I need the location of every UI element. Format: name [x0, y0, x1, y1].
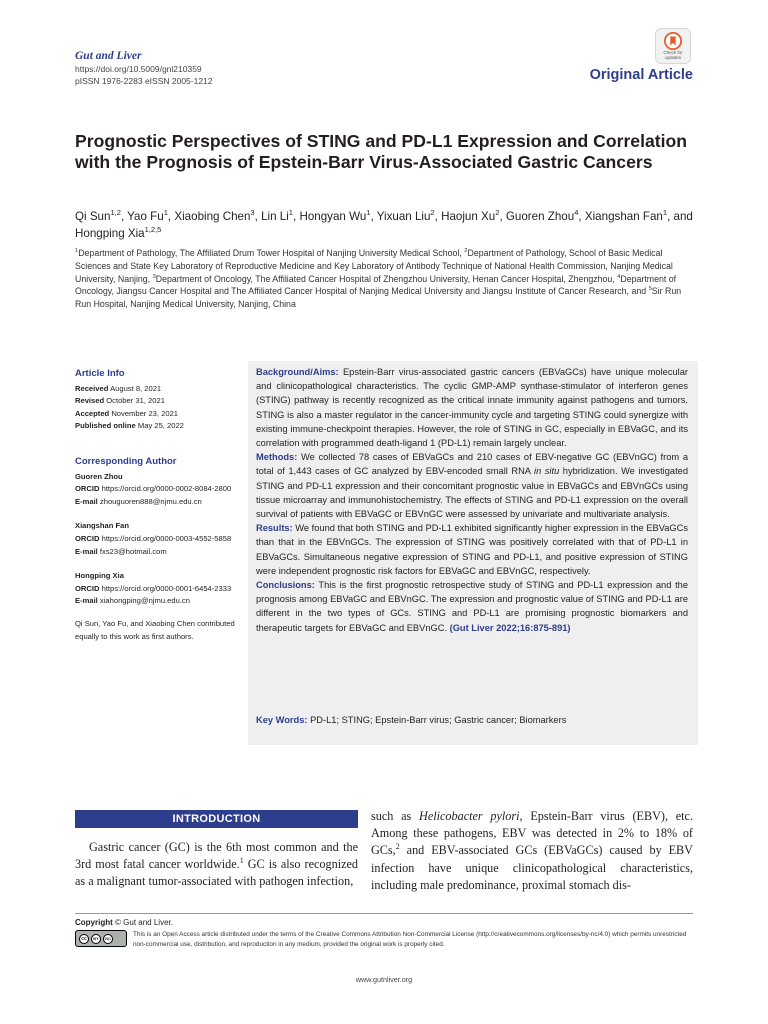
methods-text-2: hybridization. We investigated STING and PD-L1 expression and their concomitant prognostic value in EBVaGCs and EBVnGCs using tissue microarray and immunohistochemistry. The effects of STING and PD-L1 expression on the overall survival of patients with EBVaGC or EBVnGC were assessed by univariate and multivariate analysis.	[256, 466, 688, 520]
copyright	[75, 918, 173, 927]
journal-name[interactable]: Gut and Liver	[75, 50, 142, 62]
intro-paragraph-2	[371, 808, 693, 894]
affiliation-sup: 4	[617, 273, 621, 280]
ref-2[interactable]: 2	[395, 842, 400, 852]
copyright-symbol: ©	[115, 918, 121, 927]
corresponding-author-block	[75, 570, 247, 608]
author-affil-sup: 1	[366, 208, 371, 218]
email-link[interactable]: xiahongping@njmu.edu.cn	[99, 596, 190, 606]
citation: (Gut Liver 2022;16:875-891)	[449, 622, 571, 633]
cc-icon: cc	[79, 934, 89, 944]
author-name: Qi Sun	[75, 210, 111, 223]
corresponding-author	[75, 456, 247, 643]
bookmark-icon	[664, 32, 682, 50]
affiliation-sup: 5	[648, 286, 652, 293]
introduction-heading: INTRODUCTION	[75, 810, 358, 828]
author-name: Yixuan Liu	[376, 210, 431, 223]
abstract-background	[256, 365, 688, 450]
corresponding-author-name: Hongping Xia	[75, 571, 124, 581]
conclusions-text: This is the first prognostic retrospective study of STING and PD-L1 expression and the prognosis among EBVaGC and EBVnGC. The expression and prognostic value of STING and PD-L1 are different in the two types of GCs. STING and PD-L1 are promising prognostic biomarkers and therapeutic targets for EBVaGC and EBVnGC.	[256, 580, 688, 633]
affiliation-sup: 2	[464, 248, 468, 255]
email-link-label: E-mail	[75, 546, 98, 556]
conclusions-label: Conclusions:	[256, 580, 315, 591]
intro-text-2c: and EBV-associated GCs (EBVaGCs) caused by EBV infection have unique clinicopathological characteristics, including male predominance, proximal stomach dis-	[371, 843, 693, 892]
email-link-row	[75, 496, 247, 509]
article-info-value: October 31, 2021	[106, 396, 165, 406]
methods-label: Methods:	[256, 452, 298, 463]
methods-italic: in situ	[534, 466, 560, 477]
intro-text-2b: , Epstein-Barr virus (EBV), etc. Among these pathogens, EBV was detected in 2% to 18% of GCs,	[371, 809, 694, 858]
intro-text-1a: Gastric cancer (GC) is the 6th most common and the 3rd most fatal cancer worldwide.	[75, 840, 358, 872]
ref-1[interactable]: 1	[239, 856, 244, 866]
author-name: Hongyan Wu	[299, 210, 367, 223]
author-affil-sup: 2	[495, 208, 500, 218]
author-affil-sup: 4	[574, 208, 579, 218]
article-info-value: May 25, 2022	[137, 421, 184, 431]
author-list: Qi Sun$^{1,2}$, Yao Fu$^1$, Xiaobing Chen$^3$, Lin Li$^1$, Hongyan Wu$^1$, Yixuan Liu$^2$, Haojun Xu$^2$, Guoren Zhou$^4$, Xiangshan Fan$^1$, and Hongping Xia$^{1,2,5}$	[75, 208, 693, 240]
keywords	[256, 713, 688, 727]
check-for-updates-badge[interactable]	[655, 28, 691, 64]
equal-contribution-note: Qi Sun, Yao Fu, and Xiaobing Chen contributed equally to this work as first authors.	[75, 618, 235, 641]
article-info-label: Revised	[75, 396, 105, 406]
corresponding-author-name: Xiangshan Fan	[75, 521, 130, 531]
affiliation-text: Department of Pathology, School of Basic Medical Sciences and State Key Laboratory of Reproductive Medicine and Key Laboratory of Antibody Technique of National Health Commission, Nanjing Medical University, Nanjing,	[75, 248, 673, 284]
article-info-heading: Article Info	[75, 368, 125, 379]
intro-text-1b: GC is also recognized as a malignant tumor-associated with pathogen infection,	[75, 857, 358, 889]
email-link[interactable]: zhouguoren888@njmu.edu.cn	[99, 496, 202, 506]
article-title: Prognostic Perspectives of STING and PD-L1 Expression and Correlation with the Prognosis of Epstein-Barr Virus-Associated Gastric Cancers	[75, 131, 688, 172]
article-info-label: Published online	[75, 421, 136, 431]
email-link-label: E-mail	[75, 596, 98, 606]
author-affil-sup: 1	[288, 208, 293, 218]
author-affil-sup: 2	[430, 208, 435, 218]
orcid-link[interactable]: https://orcid.org/0000-0001-6454-2333	[101, 583, 232, 593]
article-info-label: Accepted	[75, 408, 110, 418]
issn: pISSN 1976-2283 eISSN 2005-1212	[75, 76, 213, 86]
check-for-updates-label: Check for updates	[663, 50, 683, 60]
abstract-results	[256, 521, 688, 578]
email-link-label: E-mail	[75, 496, 98, 506]
footer-divider	[75, 913, 693, 914]
author-name: Haojun Xu	[441, 210, 496, 223]
affiliation-text: Department of Oncology, Jiangsu Cancer Hospital and The Affiliated Cancer Hospital of Nanjing Medical University and Jiangsu Institute of Cancer Research, and	[75, 273, 677, 297]
email-link-row	[75, 595, 247, 608]
abstract	[256, 365, 688, 635]
results-label: Results:	[256, 523, 293, 534]
orcid-link-label: ORCID	[75, 533, 100, 543]
orcid-link-row	[75, 483, 247, 496]
affiliation-sup: 1	[75, 248, 79, 255]
license-text: This is an Open Access article distributed under the terms of the Creative Commons Attribution Non-Commercial License (http://creativecommons.org/licenses/by-nc/4.0) which permits unrestricted non-commercial use, distribution, and reproduction in any medium, provided the original work is properly cited.	[133, 931, 687, 948]
author-name: Xiangshan Fan	[584, 210, 663, 223]
author-affil-sup: 1,2	[110, 208, 121, 218]
article-info-label: Received	[75, 383, 109, 393]
author-affil-sup: 1	[662, 208, 668, 218]
article-info-row	[75, 408, 247, 421]
results-text: We found that both STING and PD-L1 exhibited significantly higher expression in the EBVaGCs than that in the EBVnGCs. The expression of STING was positively correlated with that of PD-L1 in EBVaGCs. Simultaneous negative expression of STING and PD-L1, and positive expression of STING were independent prognostic risk factors for EBVaGC and EBVnGC, respectively.	[256, 523, 688, 576]
affiliations	[75, 247, 695, 311]
author-name: Xiaobing Chen	[174, 210, 251, 223]
methods-text: We collected 78 cases of EBVaGCs and 210 cases of EBV-negative GC (EBVnGC) from a total of 1,443 cases of GC analyzed by EBV-encoded small RNA	[256, 452, 688, 477]
author-name: Guoren Zhou	[505, 210, 575, 223]
orcid-link[interactable]: https://orcid.org/0000-0003-4552-5858	[101, 533, 232, 543]
affiliation-sup: 3	[152, 273, 156, 280]
author-name: Lin Li	[261, 210, 289, 223]
email-link[interactable]: fxs23@hotmail.com	[99, 546, 167, 556]
background-text: Epstein-Barr virus-associated gastric cancers (EBVaGCs) have unique molecular and clinicopathological characteristics. The cyclic GMP-AMP synthase-stimulator of interferon genes (STING) pathway is recently recognized as the critical innate immunity against pathogens and tumors. STING is also a master regulator in the cancer-immunity cycle and targeting STING could synergize with existing immune-checkpoint therapies. However, the role of STING in GC, especially in EBVaGC, and its correlation with programmed death-ligand 1 (PD-L1) remain largely unclear.	[256, 367, 688, 449]
article-info-row	[75, 420, 247, 433]
website-link[interactable]: www.gutnliver.org	[355, 975, 413, 984]
author-affil-sup: 1,2,5	[144, 225, 162, 235]
orcid-link-label: ORCID	[75, 583, 100, 593]
corresponding-author-block	[75, 471, 247, 509]
affiliation-text: Department of Pathology, The Affiliated Drum Tower Hospital of Nanjing University Medical School,	[78, 248, 465, 258]
affiliation-text: Sir Run Run Hospital, Nanjing Medical University, Nanjing, China	[75, 286, 682, 310]
corresponding-author-heading: Corresponding Author	[75, 456, 177, 467]
article-info-row	[75, 383, 247, 396]
corresponding-author-block	[75, 520, 247, 558]
corresponding-author-name: Guoren Zhou	[75, 471, 123, 481]
doi-link[interactable]: https://doi.org/10.5009/gnl210359	[75, 64, 202, 74]
affiliation-text: Department of Oncology, The Affiliated Cancer Hospital of Zhengzhou University, Henan Cancer Hospital, Zhengzhou,	[155, 273, 618, 284]
author-name: Hongping Xia	[75, 227, 145, 240]
keywords-label: Key Words:	[256, 715, 308, 725]
article-info	[75, 368, 247, 433]
orcid-link-row	[75, 533, 247, 546]
email-link-row	[75, 546, 247, 559]
abstract-conclusions	[256, 578, 688, 635]
article-info-value: August 8, 2021	[110, 383, 162, 393]
orcid-link[interactable]: https://orcid.org/0000-0002-8084-2800	[101, 484, 232, 494]
intro-italic: Helicobacter pylori	[419, 809, 520, 823]
article-info-value: November 23, 2021	[111, 408, 179, 418]
copyright-holder: Gut and Liver.	[123, 918, 173, 927]
article-type: Original Article	[589, 67, 693, 83]
author-name: Yao Fu	[127, 210, 164, 223]
keywords-text: PD-L1; STING; Epstein-Barr virus; Gastric cancer; Biomarkers	[310, 715, 567, 725]
intro-text-2a: such as	[371, 809, 420, 823]
abstract-methods	[256, 450, 688, 521]
orcid-link-row	[75, 583, 247, 596]
nc-icon: NC	[103, 934, 113, 944]
background-label: Background/Aims:	[256, 367, 339, 377]
creative-commons-icon[interactable]	[75, 930, 127, 947]
copyright-label: Copyright	[75, 918, 113, 927]
by-icon: BY	[91, 934, 101, 944]
intro-paragraph-1	[75, 839, 358, 891]
article-info-row	[75, 395, 247, 408]
author-affil-sup: 3	[250, 208, 255, 218]
author-affil-sup: 1	[163, 208, 168, 218]
orcid-link-label: ORCID	[75, 484, 100, 494]
